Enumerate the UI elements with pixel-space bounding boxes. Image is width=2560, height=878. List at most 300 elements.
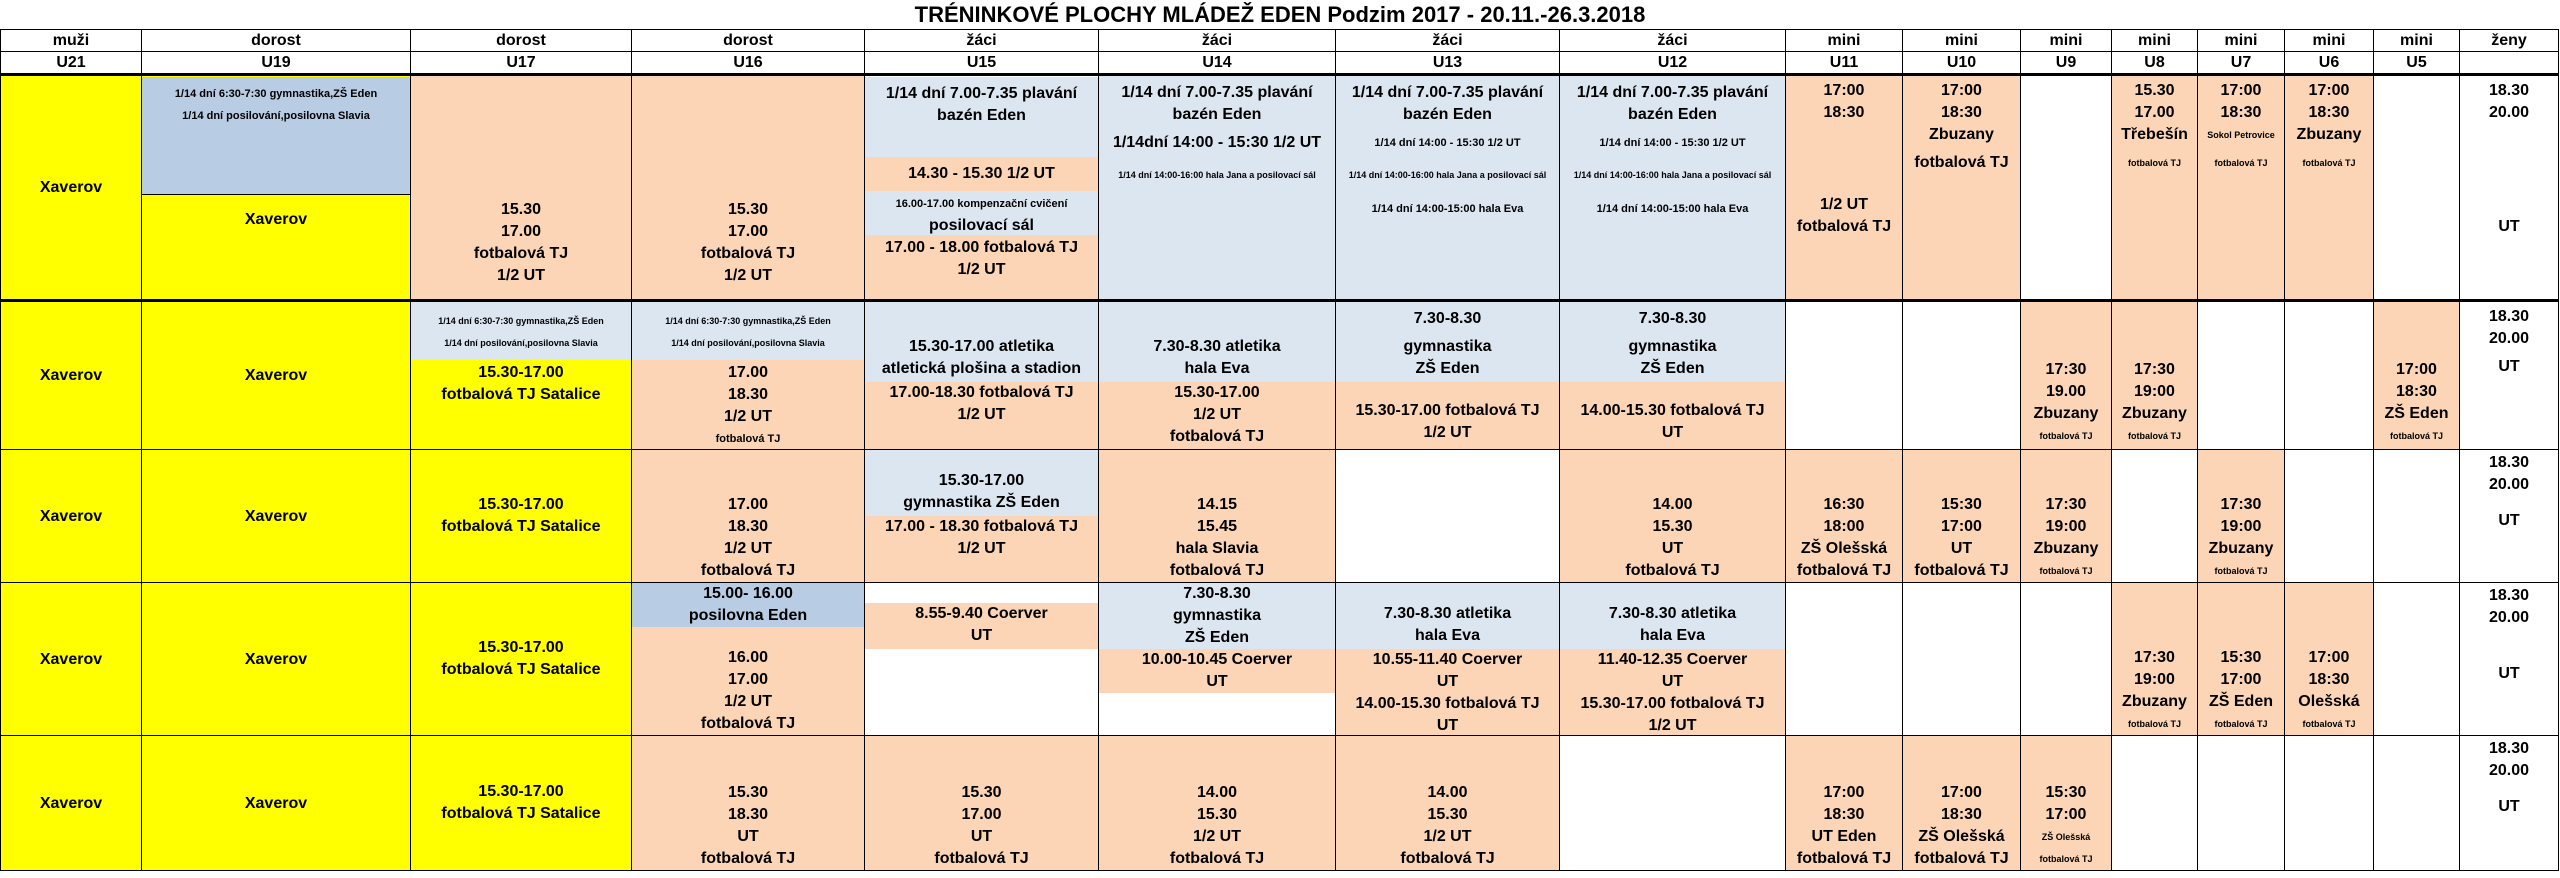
- header-category: žáci: [1099, 30, 1336, 52]
- cell-text: 1/14 dní 14:00 - 15:30 1/2 UT: [1374, 137, 1521, 149]
- cell-text: 7.30-8.30 atletika: [1608, 605, 1737, 622]
- header-team: U9: [2021, 52, 2112, 75]
- cell-u7: [2198, 450, 2285, 583]
- cell-text: fotbalová TJ: [2039, 431, 2093, 441]
- cell-text: atletická plošina a stadion: [881, 360, 1082, 377]
- header-team: U12: [1560, 52, 1786, 75]
- day-row-1: [1, 75, 2559, 301]
- header-team: U11: [1786, 52, 1903, 75]
- cell-text: UT: [1950, 540, 1973, 557]
- cell-text: posilovací sál: [929, 216, 1034, 234]
- cell-text: fotbalová TJ: [2389, 431, 2443, 441]
- cell-text: 17.00: [961, 806, 1002, 823]
- cell-text: 15.30: [1427, 806, 1468, 823]
- cell-u17: [411, 583, 632, 736]
- cell-text: fotbalová TJ Satalice: [441, 661, 601, 678]
- cell-u6: [2285, 301, 2374, 450]
- cell-u19: Xaverov: [142, 736, 411, 871]
- cell-text: Zbuzany: [1929, 126, 1994, 143]
- cell-text: fotbalová TJ: [2302, 719, 2356, 729]
- cell-text: ZŠ Olešská: [1918, 828, 2005, 845]
- cell-text: UT: [2498, 218, 2520, 235]
- cell-u11: [1786, 736, 1903, 871]
- cell-u11: [1786, 301, 1903, 450]
- cell-text: 17.00: [727, 496, 769, 513]
- cell-u13: [1336, 736, 1560, 871]
- cell-text: 1/2 UT: [1192, 828, 1241, 845]
- cell-text: 1/14 dní 14:00-15:00 hala Eva: [1596, 203, 1749, 215]
- header-team: U13: [1336, 52, 1560, 75]
- cell-text: 15.30-17.00: [478, 496, 564, 513]
- cell-text: 17:00: [2220, 671, 2262, 688]
- cell-text: 18.30: [2488, 454, 2530, 471]
- header-team: U19: [142, 52, 411, 75]
- cell-zeny: [2460, 301, 2559, 450]
- cell-text: 14.00-15.30 fotbalová TJ: [1580, 402, 1765, 419]
- cell-text: 1/2 UT: [1192, 406, 1241, 423]
- cell-u6: [2285, 450, 2374, 583]
- cell-u21: Xaverov: [1, 75, 142, 301]
- cell-u5: [2374, 736, 2460, 871]
- cell-text: 1/2 UT: [1423, 828, 1472, 845]
- cell-text: 16:30: [1823, 496, 1865, 513]
- cell-text: 14.00: [1427, 784, 1468, 801]
- cell-text: 14.00: [1652, 496, 1693, 513]
- cell-text: 17.00: [727, 364, 769, 381]
- cell-text: 15.30: [1196, 806, 1238, 823]
- header-category: mini: [1786, 30, 1903, 52]
- cell-text: UT: [2498, 665, 2520, 682]
- cell-text: 1/14 dní 14:00-16:00 hala Jana a posilovací sál: [1348, 170, 1547, 180]
- cell-text: 17:00: [1941, 82, 1982, 99]
- cell-text: 18.30: [727, 518, 769, 535]
- cell-text: 15.30-17.00 fotbalová TJ: [1355, 402, 1540, 419]
- cell-u15: [865, 75, 1099, 301]
- header-category: mini: [1903, 30, 2021, 52]
- cell-text: fotbalová TJ: [1625, 562, 1720, 579]
- cell-text: 1/14 dní 7.00-7.35 plavání: [1351, 84, 1544, 101]
- cell-text: fotbalová TJ: [2214, 158, 2268, 168]
- cell-u19: Xaverov: [142, 583, 411, 736]
- cell-u7: [2198, 75, 2285, 301]
- cell-u12: [1560, 450, 1786, 583]
- day-row-2: [1, 301, 2559, 450]
- cell-text: 1/2 UT: [1648, 717, 1697, 734]
- cell-text: 1/14 dní 14:00-16:00 hala Jana a posilovací sál: [1573, 170, 1772, 180]
- cell-text: Xaverov: [244, 210, 308, 228]
- cell-text: 16.00: [727, 649, 769, 666]
- cell-text: 1/2 UT: [1423, 424, 1472, 441]
- cell-text: 17:30: [2134, 649, 2175, 666]
- cell-text: UT: [737, 828, 759, 845]
- cell-u8: [2112, 301, 2198, 450]
- cell-u14: [1099, 450, 1336, 583]
- cell-text: 1/2 UT: [957, 260, 1006, 278]
- cell-text: 18.30: [2488, 308, 2530, 325]
- cell-text: 15.30-17.00: [478, 364, 564, 381]
- cell-u13: [1336, 450, 1560, 583]
- cell-text: 1/14 dní 7.00-7.35 plavání: [885, 84, 1078, 102]
- cell-u21: Xaverov: [1, 583, 142, 736]
- cell-text: ZŠ Olešská: [2041, 832, 2091, 842]
- cell-u12: [1560, 75, 1786, 301]
- cell-text: UT: [1661, 540, 1684, 557]
- cell-u21: Xaverov: [1, 450, 142, 583]
- cell-text: 1/14 dní 14:00-16:00 hala Jana a posilovací sál: [1118, 170, 1316, 180]
- cell-u19: Xaverov: [142, 450, 411, 583]
- cell-text: 1/2 UT: [723, 540, 772, 557]
- cell-text: fotbalová TJ: [1169, 850, 1265, 867]
- cell-text: 15:30: [2220, 649, 2262, 666]
- cell-text: fotbalová TJ: [1400, 850, 1495, 867]
- cell-text: fotbalová TJ: [2039, 566, 2093, 576]
- cell-text: 18.30: [2488, 587, 2530, 604]
- cell-text: 15.30: [961, 784, 1002, 801]
- cell-text: fotbalová TJ: [473, 244, 569, 262]
- cell-text: Zbuzany: [2033, 405, 2099, 422]
- cell-text: fotbalová TJ: [2127, 431, 2181, 441]
- day-row-4: [1, 583, 2559, 736]
- cell-text: 17.00: [727, 222, 769, 240]
- cell-text: fotbalová TJ: [1796, 850, 1892, 867]
- cell-text: 15.00- 16.00: [703, 585, 793, 602]
- cell-u12: [1560, 301, 1786, 450]
- cell-u15: [865, 301, 1099, 450]
- cell-u19: Xaverov: [142, 301, 411, 450]
- cell-u15: [865, 450, 1099, 583]
- cell-text: 1/2 UT: [957, 406, 1006, 423]
- cell-text: 19:00: [2045, 518, 2087, 535]
- cell-text: 17.00 - 18.30 fotbalová TJ: [885, 518, 1078, 535]
- cell-text: 1/14 dní 7.00-7.35 plavání: [1576, 84, 1769, 101]
- cell-text: Zbuzany: [2296, 126, 2362, 143]
- cell-text: UT: [2498, 512, 2520, 529]
- cell-text: 1/2 UT: [496, 266, 545, 284]
- cell-text: UT: [1661, 673, 1684, 690]
- cell-text: fotbalová TJ: [2214, 566, 2268, 576]
- cell-text: 19:00: [2134, 671, 2175, 688]
- cell-text: 16.00-17.00 kompenzační cvičení: [895, 197, 1068, 210]
- cell-text: gymnastika ZŠ Eden: [903, 494, 1060, 511]
- cell-text: UT: [1661, 424, 1684, 441]
- cell-u11: [1786, 583, 1903, 736]
- cell-u13: [1336, 583, 1560, 736]
- cell-text: 20.00: [2488, 609, 2530, 626]
- cell-u10: [1903, 75, 2021, 301]
- cell-text: 17:30: [2220, 496, 2262, 513]
- cell-text: 20.00: [2488, 330, 2530, 347]
- cell-text: 1/2 UT: [1819, 196, 1868, 213]
- cell-text: 18:00: [1823, 518, 1865, 535]
- cell-u14: [1099, 736, 1336, 871]
- cell-u7: [2198, 736, 2285, 871]
- cell-text: 17:30: [2045, 496, 2087, 513]
- cell-u5: [2374, 301, 2460, 450]
- cell-u10: [1903, 736, 2021, 871]
- cell-text: fotbalová TJ: [1169, 428, 1265, 445]
- day-row-5: [1, 736, 2559, 871]
- cell-text: Zbuzany: [2122, 693, 2187, 710]
- header-team: U6: [2285, 52, 2374, 75]
- cell-text: ZŠ Eden: [1415, 360, 1480, 377]
- cell-text: 14.00: [1196, 784, 1238, 801]
- cell-text: 14.15: [1196, 496, 1238, 513]
- cell-text: 17:00: [2045, 806, 2087, 823]
- cell-u11: [1786, 450, 1903, 583]
- cell-text: 15.30-17.00: [478, 639, 564, 656]
- cell-u6: [2285, 75, 2374, 301]
- cell-text: fotbalová TJ: [2127, 719, 2181, 729]
- header-category: mini: [2021, 30, 2112, 52]
- header-team: U5: [2374, 52, 2460, 75]
- cell-text: fotbalová TJ: [1169, 562, 1265, 579]
- header-row-team: [1, 52, 2559, 75]
- cell-text: fotbalová TJ: [1914, 154, 2009, 171]
- cell-text: 18.30: [727, 806, 769, 823]
- cell-text: bazén Eden: [1172, 106, 1262, 123]
- cell-text: 1/14 dní 14:00 - 15:30 1/2 UT: [1599, 137, 1746, 149]
- header-category: muži: [1, 30, 142, 52]
- header-category: ženy: [2460, 30, 2559, 52]
- cell-text: fotbalová TJ: [1796, 218, 1892, 235]
- cell-text: 17:00: [2308, 82, 2350, 99]
- cell-u5: [2374, 75, 2460, 301]
- cell-text: hala Slavia: [1175, 540, 1259, 557]
- cell-text: Zbuzany: [2122, 405, 2187, 422]
- cell-text: Třebešín: [2121, 126, 2188, 143]
- cell-u8: [2112, 75, 2198, 301]
- cell-text: 1/14 dní posilování,posilovna Slavia: [182, 109, 370, 122]
- header-category: mini: [2285, 30, 2374, 52]
- cell-u15: [865, 583, 1099, 736]
- day-row-3: [1, 450, 2559, 583]
- cell-u21: Xaverov: [1, 736, 142, 871]
- cell-text: 11.40-12.35 Coerver: [1597, 651, 1748, 668]
- cell-text: 17.00: [727, 671, 769, 688]
- cell-text: 18:30: [2308, 671, 2350, 688]
- cell-u9: [2021, 301, 2112, 450]
- header-category: mini: [2374, 30, 2460, 52]
- cell-text: 18:30: [2396, 383, 2437, 400]
- cell-text: 18.30: [727, 386, 769, 403]
- cell-u9: [2021, 736, 2112, 871]
- cell-u8: [2112, 583, 2198, 736]
- cell-text: UT: [970, 627, 993, 644]
- cell-text: Zbuzany: [2208, 540, 2274, 557]
- cell-u19: [142, 75, 411, 301]
- cell-text: 15.30: [500, 200, 542, 218]
- cell-text: fotbalová TJ: [2302, 158, 2356, 168]
- cell-text: 17:00: [2220, 82, 2262, 99]
- cell-text: hala Eva: [1415, 627, 1480, 644]
- cell-text: 15:30: [1941, 496, 1982, 513]
- cell-text: Olešská: [2298, 693, 2360, 710]
- cell-text: fotbalová TJ: [934, 850, 1029, 867]
- cell-u5: [2374, 583, 2460, 736]
- header-row-category: [1, 30, 2559, 52]
- cell-u16: [632, 583, 865, 736]
- cell-text: UT: [1206, 673, 1228, 690]
- header-category: žáci: [1560, 30, 1786, 52]
- cell-text: 1/2 UT: [723, 266, 772, 284]
- cell-text: 1/14 dní 6:30-7:30 gymnastika,ZŠ Eden: [174, 87, 378, 100]
- header-team: U14: [1099, 52, 1336, 75]
- cell-text: 17:00: [1823, 784, 1865, 801]
- cell-u16: [632, 736, 865, 871]
- cell-text: UT: [2498, 358, 2520, 375]
- cell-u12: [1560, 583, 1786, 736]
- header-team: U16: [632, 52, 865, 75]
- cell-u14: [1099, 75, 1336, 301]
- cell-text: 15.30: [727, 784, 769, 801]
- cell-zeny: [2460, 450, 2559, 583]
- cell-text: UT: [2498, 798, 2520, 815]
- cell-text: 15.30: [2134, 82, 2175, 99]
- cell-text: 15.30-17.00 atletika: [909, 338, 1054, 355]
- cell-u21: Xaverov: [1, 301, 142, 450]
- cell-u10: [1903, 583, 2021, 736]
- cell-text: 7.30-8.30: [1638, 310, 1707, 327]
- cell-u14: [1099, 583, 1336, 736]
- cell-text: 17:00: [1941, 784, 1982, 801]
- cell-u16: [632, 301, 865, 450]
- cell-text: fotbalová TJ: [700, 715, 796, 732]
- cell-text: 1/14 dní 6:30-7:30 gymnastika,ZŠ Eden: [665, 316, 831, 326]
- cell-text: 18.30: [2488, 740, 2530, 757]
- cell-u15: [865, 736, 1099, 871]
- header-category: žáci: [865, 30, 1099, 52]
- cell-text: bazén Eden: [937, 106, 1026, 124]
- cell-u7: [2198, 583, 2285, 736]
- cell-text: 8.55-9.40 Coerver: [915, 605, 1048, 622]
- cell-text: 1/14 dní 14:00-15:00 hala Eva: [1371, 203, 1524, 215]
- cell-text: 7.30-8.30: [1183, 585, 1251, 602]
- cell-text: 7.30-8.30: [1413, 310, 1482, 327]
- cell-text: ZŠ Eden: [2208, 693, 2273, 710]
- cell-text: fotbalová TJ: [2127, 158, 2181, 168]
- cell-text: hala Eva: [1184, 360, 1250, 377]
- cell-text: hala Eva: [1640, 627, 1705, 644]
- cell-u7: [2198, 301, 2285, 450]
- cell-text: 1/2 UT: [723, 408, 772, 425]
- cell-text: fotbalová TJ Satalice: [441, 386, 601, 403]
- cell-u5: [2374, 450, 2460, 583]
- cell-text: 15.30-17.00: [938, 472, 1025, 489]
- cell-text: 19:00: [2220, 518, 2262, 535]
- cell-text: 1/2 UT: [723, 693, 772, 710]
- cell-text: 14.30 - 15.30 1/2 UT: [908, 164, 1055, 182]
- cell-text: 7.30-8.30 atletika: [1153, 338, 1281, 355]
- cell-text: fotbalová TJ: [1914, 850, 2009, 867]
- cell-text: 15.30: [727, 200, 769, 218]
- header-team: U7: [2198, 52, 2285, 75]
- cell-text: 1/14 dní 7.00-7.35 plavání: [1121, 84, 1313, 101]
- cell-text: 17:00: [1941, 518, 1982, 535]
- cell-text: 19:00: [2134, 383, 2175, 400]
- cell-text: 20.00: [2488, 762, 2530, 779]
- cell-text: ZŠ Olešská: [1800, 540, 1888, 557]
- cell-text: 15:30: [2045, 784, 2087, 801]
- cell-text: fotbalová TJ: [700, 244, 796, 262]
- page-title: TRÉNINKOVÉ PLOCHY MLÁDEŽ EDEN Podzim 2017 - 20.11.-26.3.2018: [914, 2, 1646, 27]
- cell-text: fotbalová TJ: [1796, 562, 1892, 579]
- cell-text: 18:30: [1941, 806, 1982, 823]
- cell-text: fotbalová TJ: [715, 433, 781, 445]
- cell-text: 1/14 dní 6:30-7:30 gymnastika,ZŠ Eden: [438, 316, 604, 326]
- cell-text: gymnastika: [1403, 338, 1492, 355]
- cell-text: bazén Eden: [1403, 106, 1492, 123]
- cell-text: UT: [1436, 673, 1459, 690]
- cell-text: fotbalová TJ: [2039, 854, 2093, 864]
- cell-text: 17.00-18.30 fotbalová TJ: [889, 384, 1074, 401]
- cell-text: 17.00 - 18.00 fotbalová TJ: [885, 238, 1078, 256]
- cell-text: 17:00: [1823, 82, 1865, 99]
- cell-u17: [411, 450, 632, 583]
- cell-text: 17:00: [2308, 649, 2350, 666]
- cell-text: fotbalová TJ: [700, 562, 796, 579]
- cell-u6: [2285, 736, 2374, 871]
- cell-u10: [1903, 301, 2021, 450]
- cell-u9: [2021, 583, 2112, 736]
- header-team: U10: [1903, 52, 2021, 75]
- header-team: U17: [411, 52, 632, 75]
- cell-u10: [1903, 450, 2021, 583]
- cell-text: fotbalová TJ Satalice: [441, 805, 601, 822]
- cell-u9: [2021, 75, 2112, 301]
- cell-text: fotbalová TJ Satalice: [441, 518, 601, 535]
- cell-text: 18:30: [2308, 104, 2350, 121]
- cell-text: posilovna Eden: [688, 607, 808, 624]
- header-category: mini: [2198, 30, 2285, 52]
- cell-text: 17:30: [2045, 361, 2087, 378]
- cell-u16: [632, 75, 865, 301]
- cell-text: 1/2 UT: [957, 540, 1006, 557]
- cell-u8: [2112, 450, 2198, 583]
- cell-text: UT Eden: [1811, 828, 1877, 845]
- cell-text: ZŠ Eden: [2384, 405, 2449, 422]
- cell-u13: [1336, 75, 1560, 301]
- cell-text: 18:30: [1823, 104, 1865, 121]
- header-category: dorost: [411, 30, 632, 52]
- cell-text: 17.00: [500, 222, 542, 240]
- cell-text: gymnastika: [1628, 338, 1717, 355]
- cell-text: Zbuzany: [2033, 540, 2099, 557]
- cell-text: 1/14 dní posilování,posilovna Slavia: [671, 338, 825, 348]
- cell-u13: [1336, 301, 1560, 450]
- cell-u14: [1099, 301, 1336, 450]
- cell-text: 15.45: [1196, 518, 1238, 535]
- cell-text: 15.30-17.00: [478, 783, 564, 800]
- cell-text: 17.00: [2134, 104, 2175, 121]
- cell-zeny: [2460, 75, 2559, 301]
- cell-u11: [1786, 75, 1903, 301]
- cell-u17: [411, 75, 632, 301]
- cell-text: UT: [1436, 717, 1459, 734]
- cell-u6: [2285, 583, 2374, 736]
- cell-text: fotbalová TJ: [700, 850, 796, 867]
- cell-text: Sokol Petrovice: [2207, 130, 2275, 140]
- cell-text: 7.30-8.30 atletika: [1383, 605, 1512, 622]
- cell-zeny: [2460, 736, 2559, 871]
- cell-text: fotbalová TJ: [1914, 562, 2009, 579]
- cell-u8: [2112, 736, 2198, 871]
- cell-text: 1/14dní 14:00 - 15:30 1/2 UT: [1112, 134, 1322, 151]
- cell-text: 18:30: [2220, 104, 2262, 121]
- header-category: dorost: [142, 30, 411, 52]
- cell-text: 19.00: [2045, 383, 2087, 400]
- cell-text: 10.00-10.45 Coerver: [1141, 651, 1293, 668]
- header-team: [2460, 52, 2559, 75]
